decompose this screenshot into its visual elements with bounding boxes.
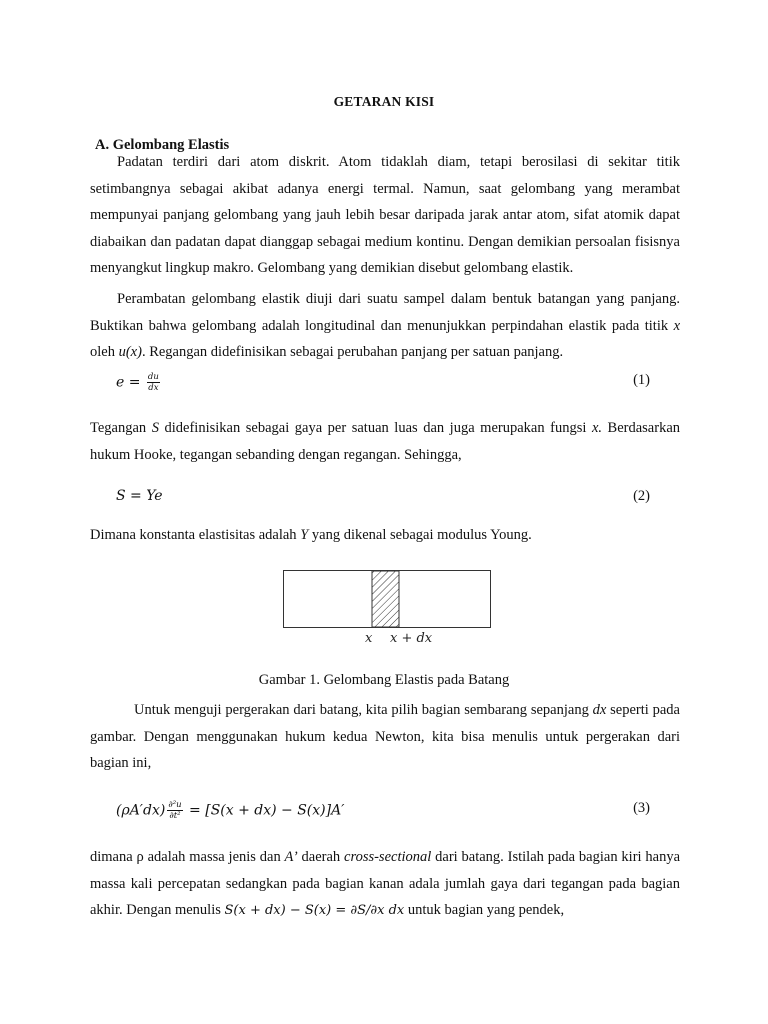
paragraph-3: Tegangan S didefinisikan sebagai gaya per satuan luas dan juga merupakan fungsi x. Berdasarkan hukum Hooke, tegangan sebanding dengan regangan. Sehingga, — [90, 420, 681, 463]
paragraph-6: dimana ρ adalah massa jenis dan A’ daerah cross-sectional dari batang. Istilah pada bagian kiri hanya massa kali percepatan sedangkan pada bagian kanan adala jumlah gaya dari tegangan pada bagian akhir. Dengan menulis S(x + dx) − S(x) = ∂S/∂x dx untuk bagian yang pendek, — [90, 849, 681, 918]
paragraph-5: Untuk menguji pergerakan dari batang, kita pilih bagian sembarang sepanjang dx seperti pada gambar. Dengan menggunakan hukum kedua Newton, kita bisa menulis untuk pergerakan dari bagian ini, — [90, 702, 680, 771]
figure-caption: Gambar 1. Gelombang Elastis pada Batang — [258, 672, 510, 688]
equation-3-number: (3) — [633, 800, 650, 816]
paragraph-2: Perambatan gelombang elastik diuji dari suatu sampel dalam bentuk batangan yang panjang. Buktikan bahwa gelombang adalah longitudinal dan menunjukkan perpindahan elastik pada titik x oleh u(x). Regangan didefinisikan sebagai perubahan panjang per satuan panjang. — [90, 291, 680, 360]
equation-1: e = $\frac{du}{dx}$ (1) — [116, 372, 650, 393]
label-x-plus-dx: x + dx — [390, 631, 433, 646]
bar-diagram — [283, 570, 491, 648]
paragraph-1: Padatan terdiri dari atom diskrit. Atom tidaklah diam, tetapi berosilasi di sekitar titik setimbangnya sebagai akibat adanya energi termal. Namun, saat gelombang yang merambat mempunyai panjang gelombang yang jauh lebih besar daripada jarak antar atom, sifat atomik dapat diabaikan dan padatan dapat dianggap sebagai medium kontinu. Dengan demikian persoalan fisisnya menyangkut lingkup makro. Gelombang yang demikian disebut gelombang elastik. — [90, 154, 680, 276]
section-heading: A. Gelombang Elastis — [95, 137, 230, 153]
label-x: x — [365, 631, 373, 646]
inline-equation: S(x + dx) − S(x) = ∂S/∂x dx — [224, 903, 405, 918]
page-title: GETARAN KISI — [333, 94, 435, 109]
paragraph-4: Dimana konstanta elastisitas adalah Y yang dikenal sebagai modulus Young. — [90, 527, 532, 543]
elastic-bar-figure — [283, 570, 491, 648]
equation-1-number: (1) — [633, 372, 650, 388]
equation-3: (ρA′dx) $\frac{\text{∂²u}}{\text{∂t²}}$ = [S(x + dx) − S(x)]A′ (3) — [116, 800, 650, 821]
hatched-segment — [372, 571, 399, 627]
equation-2: S = Ye (2) — [116, 488, 650, 504]
equation-2-number: (2) — [633, 488, 650, 504]
